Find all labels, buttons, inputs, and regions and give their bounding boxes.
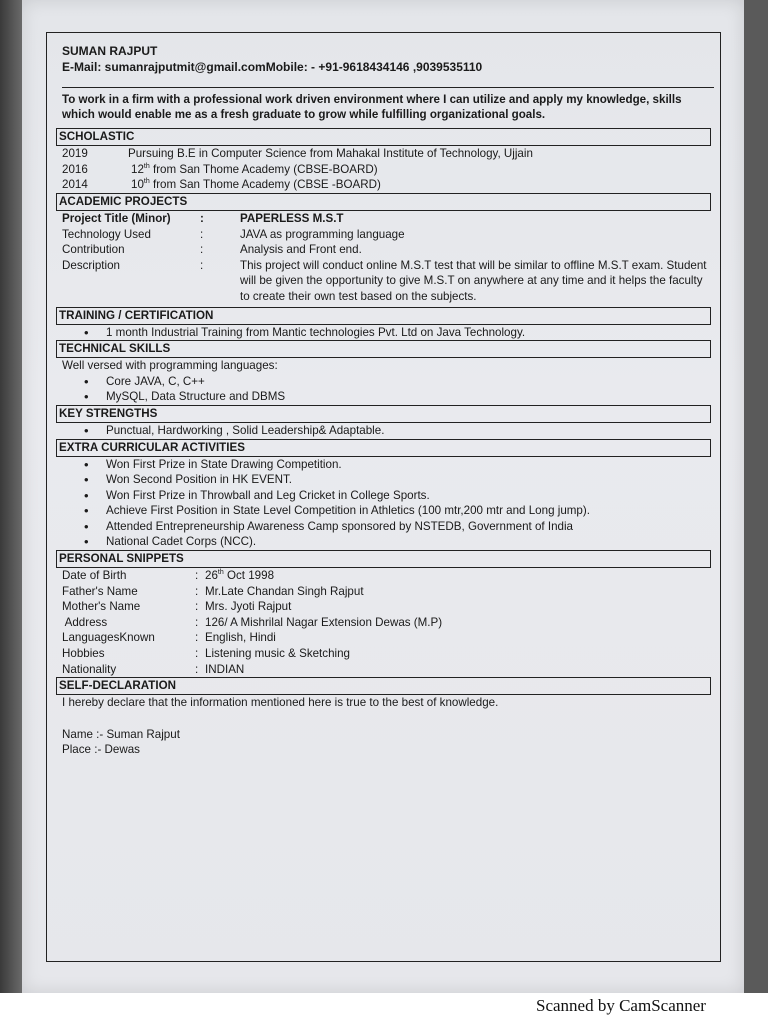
resume-document	[59, 40, 717, 758]
section-skills-header: TECHNICAL SKILLS	[56, 340, 711, 358]
birth-day: 26	[205, 569, 218, 583]
list-item: • 1 month Industrial Training from Mantic technologies Pvt. Ltd on Java Technology.	[106, 325, 717, 341]
strengths-list	[62, 423, 717, 439]
personal-row	[62, 584, 717, 600]
personal-value: INDIAN	[205, 662, 245, 676]
personal-key: Hobbies	[62, 647, 105, 661]
personal-value: Mrs. Jyoti Rajput	[205, 600, 292, 614]
birth-month-year: Oct 1998	[223, 569, 275, 583]
colon: :	[195, 647, 199, 661]
personal-row	[62, 630, 717, 646]
contact-line: E-Mail: sumanrajputmit@gmail.comMobile: - +91-9618434146 ,9039535110	[62, 59, 483, 74]
scholastic-row	[62, 177, 717, 193]
personal-key: LanguagesKnown	[62, 631, 155, 645]
scholastic-year: 2016	[62, 162, 88, 176]
list-item: • National Cadet Corps (NCC).	[106, 534, 717, 550]
list-item: • Achieve First Position in State Level Competition in Athletics (100 mtr,200 mtr and Long jump).	[106, 503, 717, 519]
section-personal-header: PERSONAL SNIPPETS	[56, 550, 711, 568]
project-row	[62, 227, 717, 243]
scan-edge-right	[744, 0, 768, 993]
list-item: • Punctual, Hardworking , Solid Leadership& Adaptable.	[106, 423, 717, 439]
projects-table	[62, 211, 717, 305]
signature-name: Name :- Suman Rajput	[62, 727, 180, 741]
extracurricular-list	[62, 457, 717, 551]
camscanner-watermark: Scanned by CamScanner	[536, 996, 706, 1015]
scholastic-row	[62, 146, 717, 162]
colon: :	[195, 584, 199, 598]
personal-row	[62, 599, 717, 615]
list-item: • Won Second Position in HK EVENT.	[106, 472, 717, 488]
declaration-text: I hereby declare that the information mentioned here is true to the best of knowledge.	[62, 696, 499, 710]
colon: :	[200, 227, 204, 241]
grade-number: 12	[131, 162, 144, 176]
personal-key: Father's Name	[62, 584, 138, 598]
section-declaration-header: SELF-DECLARATION	[56, 677, 711, 695]
personal-value: Listening music & Sketching	[205, 647, 350, 661]
list-item: • Core JAVA, C, C++	[106, 374, 717, 390]
personal-value: Mr.Late Chandan Singh Rajput	[205, 584, 364, 598]
project-key: Contribution	[62, 243, 125, 257]
grade-number: 10	[131, 178, 144, 192]
project-value: PAPERLESS M.S.T	[240, 211, 344, 225]
personal-value: 126/ A Mishrilal Nagar Extension Dewas (M.P)	[205, 615, 443, 629]
career-objective: To work in a firm with a professional work driven environment where I can utilize and apply my knowledge, skills which would enable me as a fresh graduate to grow while fulfilling organizational goals.	[62, 87, 714, 122]
colon: :	[195, 569, 199, 583]
scholastic-year: 2019	[62, 147, 88, 161]
grade-school: from San Thome Academy (CBSE-BOARD)	[149, 162, 378, 176]
personal-key: Address	[62, 615, 108, 629]
scholastic-detail	[128, 177, 381, 193]
colon: :	[200, 211, 204, 225]
personal-value: English, Hindi	[205, 631, 276, 645]
personal-value	[205, 568, 274, 584]
list-item: • Attended Entrepreneurship Awareness Camp sponsored by NSTEDB, Government of India	[106, 519, 717, 535]
list-item: • Won First Prize in Throwball and Leg Cricket in College Sports.	[106, 488, 717, 504]
personal-key: Nationality	[62, 662, 117, 676]
skills-intro: Well versed with programming languages:	[62, 359, 278, 373]
ordinal-suffix: th	[143, 178, 150, 186]
personal-row	[62, 662, 717, 678]
section-strengths-header: KEY STRENGTHS	[56, 405, 711, 423]
colon: :	[195, 662, 199, 676]
list-item: • Won First Prize in State Drawing Competition.	[106, 457, 717, 473]
colon: :	[195, 600, 199, 614]
scholastic-detail	[128, 162, 378, 178]
ordinal-suffix: th	[143, 162, 150, 170]
scan-edge-left	[0, 0, 22, 993]
ordinal-suffix: th	[217, 569, 224, 577]
scholastic-row	[62, 162, 717, 178]
section-extracurricular-header: EXTRA CURRICULAR ACTIVITIES	[56, 439, 711, 457]
project-key: Technology Used	[62, 227, 151, 241]
personal-row	[62, 646, 717, 662]
candidate-name: SUMAN RAJPUT	[62, 44, 158, 58]
list-item: • MySQL, Data Structure and DBMS	[106, 389, 717, 405]
project-row	[62, 211, 717, 227]
project-key: Project Title (Minor)	[62, 211, 171, 225]
grade-school: from San Thome Academy (CBSE -BOARD)	[149, 178, 381, 192]
scholastic-detail: Pursuing B.E in Computer Science from Mahakal Institute of Technology, Ujjain	[128, 147, 533, 161]
signature-place: Place :- Dewas	[62, 743, 140, 757]
scholastic-list	[62, 146, 717, 193]
training-list	[62, 325, 717, 341]
section-scholastic-header: SCHOLASTIC	[56, 128, 711, 146]
section-projects-header: ACADEMIC PROJECTS	[56, 193, 711, 211]
personal-table	[62, 568, 717, 677]
personal-key: Mother's Name	[62, 600, 141, 614]
personal-key: Date of Birth	[62, 569, 127, 583]
personal-row	[62, 568, 717, 584]
project-value: JAVA as programming language	[240, 227, 405, 241]
personal-row	[62, 615, 717, 631]
project-key: Description	[62, 258, 120, 272]
skills-list	[62, 374, 717, 405]
project-description: This project will conduct online M.S.T test that will be similar to offline M.S.T exam. Student will be given the opportunity to give M.S.T on anywhere at any time and it helps the faculty to create their own test based on the subjects.	[240, 258, 707, 303]
colon: :	[200, 258, 204, 272]
project-row	[62, 258, 717, 305]
section-training-header: TRAINING / CERTIFICATION	[56, 307, 711, 325]
colon: :	[200, 243, 204, 257]
scholastic-year: 2014	[62, 178, 88, 192]
project-value: Analysis and Front end.	[240, 243, 362, 257]
project-row	[62, 242, 717, 258]
colon: :	[195, 615, 199, 629]
colon: :	[195, 631, 199, 645]
